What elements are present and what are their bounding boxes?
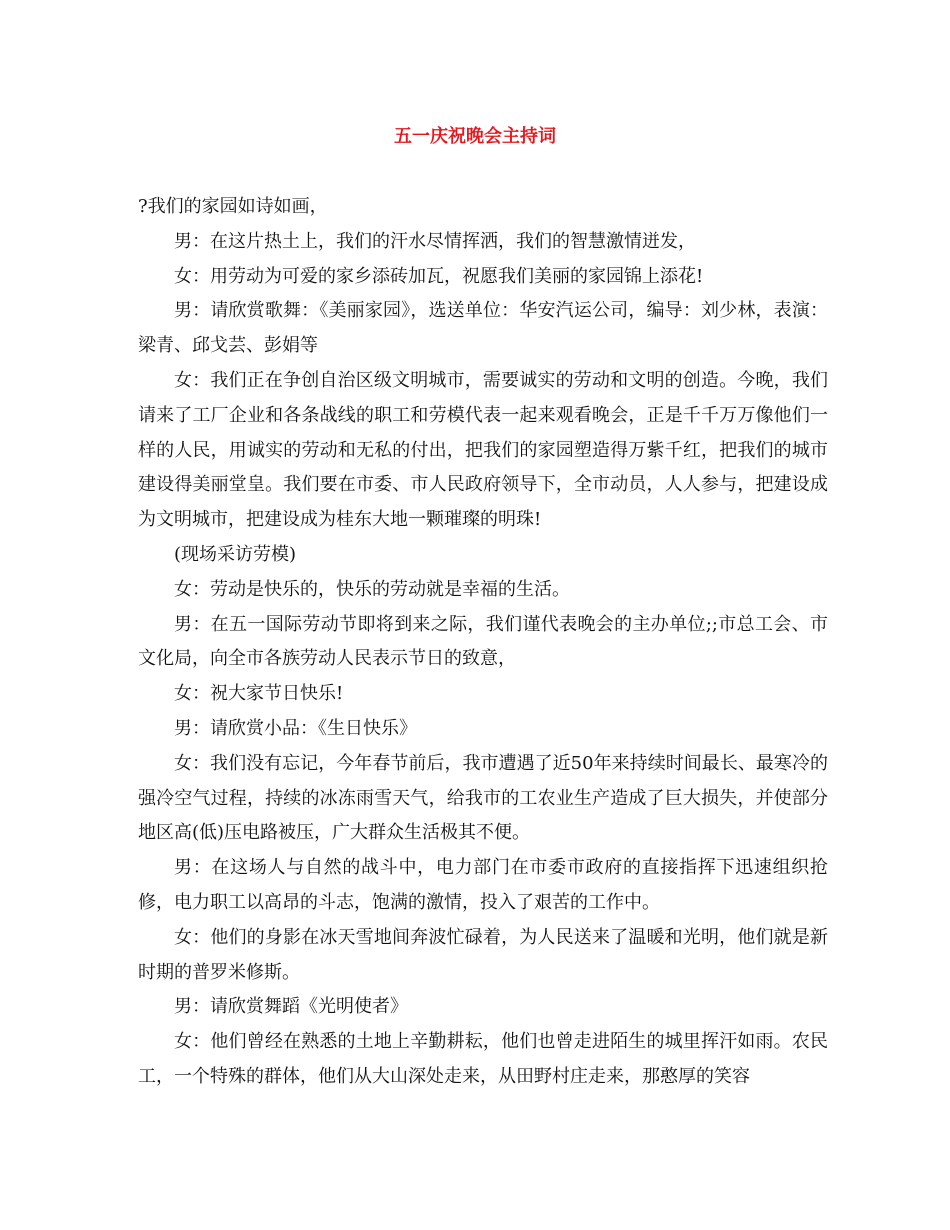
paragraph: 女：我们没有忘记，今年春节前后，我市遭遇了近50年来持续时间最长、最寒冷的强冷空气过程，持续的冰冻雨雪天气，给我市的工农业生产造成了巨大损失，并使部分地区高(低)压电路被压，广大群众生活极其不便。 [138,752,828,844]
document-body [138,190,828,1095]
paragraph: 男：请欣赏小品：《生日快乐》 [174,717,417,739]
paragraph: (现场采访劳模) [174,543,297,565]
paragraph: 男：请欣赏歌舞：《美丽家园》，选送单位：华安汽运公司，编导：刘少林，表演：梁青、邱戈芸、彭娟等 [138,300,828,357]
document-title: 五一庆祝晚会主持词 [394,126,556,147]
paragraph: 女：他们曾经在熟悉的土地上辛勤耕耘，他们也曾走进陌生的城里挥汗如雨。农民工，一个特殊的群体，他们从大山深处走来，从田野村庄走来，那憨厚的笑容 [138,1031,828,1087]
paragraph: 男：请欣赏舞蹈《光明使者》 [174,996,408,1018]
paragraph: 男：在五一国际劳动节即将到来之际，我们谨代表晚会的主办单位;;市总工会、市文化局，向全市各族劳动人民表示节日的致意， [138,613,828,670]
paragraph: 女：祝大家节日快乐! [174,683,344,705]
paragraph: 女：我们正在争创自治区级文明城市，需要诚实的劳动和文明的创造。今晚，我们请来了工厂企业和各条战线的职工和劳模代表一起来观看晚会，正是千千万万像他们一样的人民，用诚实的劳动和无私的付出，把我们的家园塑造得万紫千红，把我们的城市建设得美丽堂皇。我们要在市委、市人民政府领导下，全市动员，人人参与，把建设成为文明城市，把建设成为桂东大地一颗璀璨的明珠! [138,369,828,531]
paragraph: 女：他们的身影在冰天雪地间奔波忙碌着，为人民送来了温暖和光明，他们就是新时期的普罗米修斯。 [138,926,828,983]
paragraph: 男：在这片热土上，我们的汗水尽情挥洒，我们的智慧激情迸发， [174,230,696,252]
paragraph: 男：在这场人与自然的战斗中，电力部门在市委市政府的直接指挥下迅速组织抢修，电力职工以高昂的斗志，饱满的激情，投入了艰苦的工作中。 [138,857,828,913]
paragraph: 女：用劳动为可爱的家乡添砖加瓦，祝愿我们美丽的家园锦上添花! [174,265,704,287]
paragraph: ?我们的家园如诗如画， [138,196,328,217]
paragraph: 女：劳动是快乐的，快乐的劳动就是幸福的生活。 [174,578,570,600]
